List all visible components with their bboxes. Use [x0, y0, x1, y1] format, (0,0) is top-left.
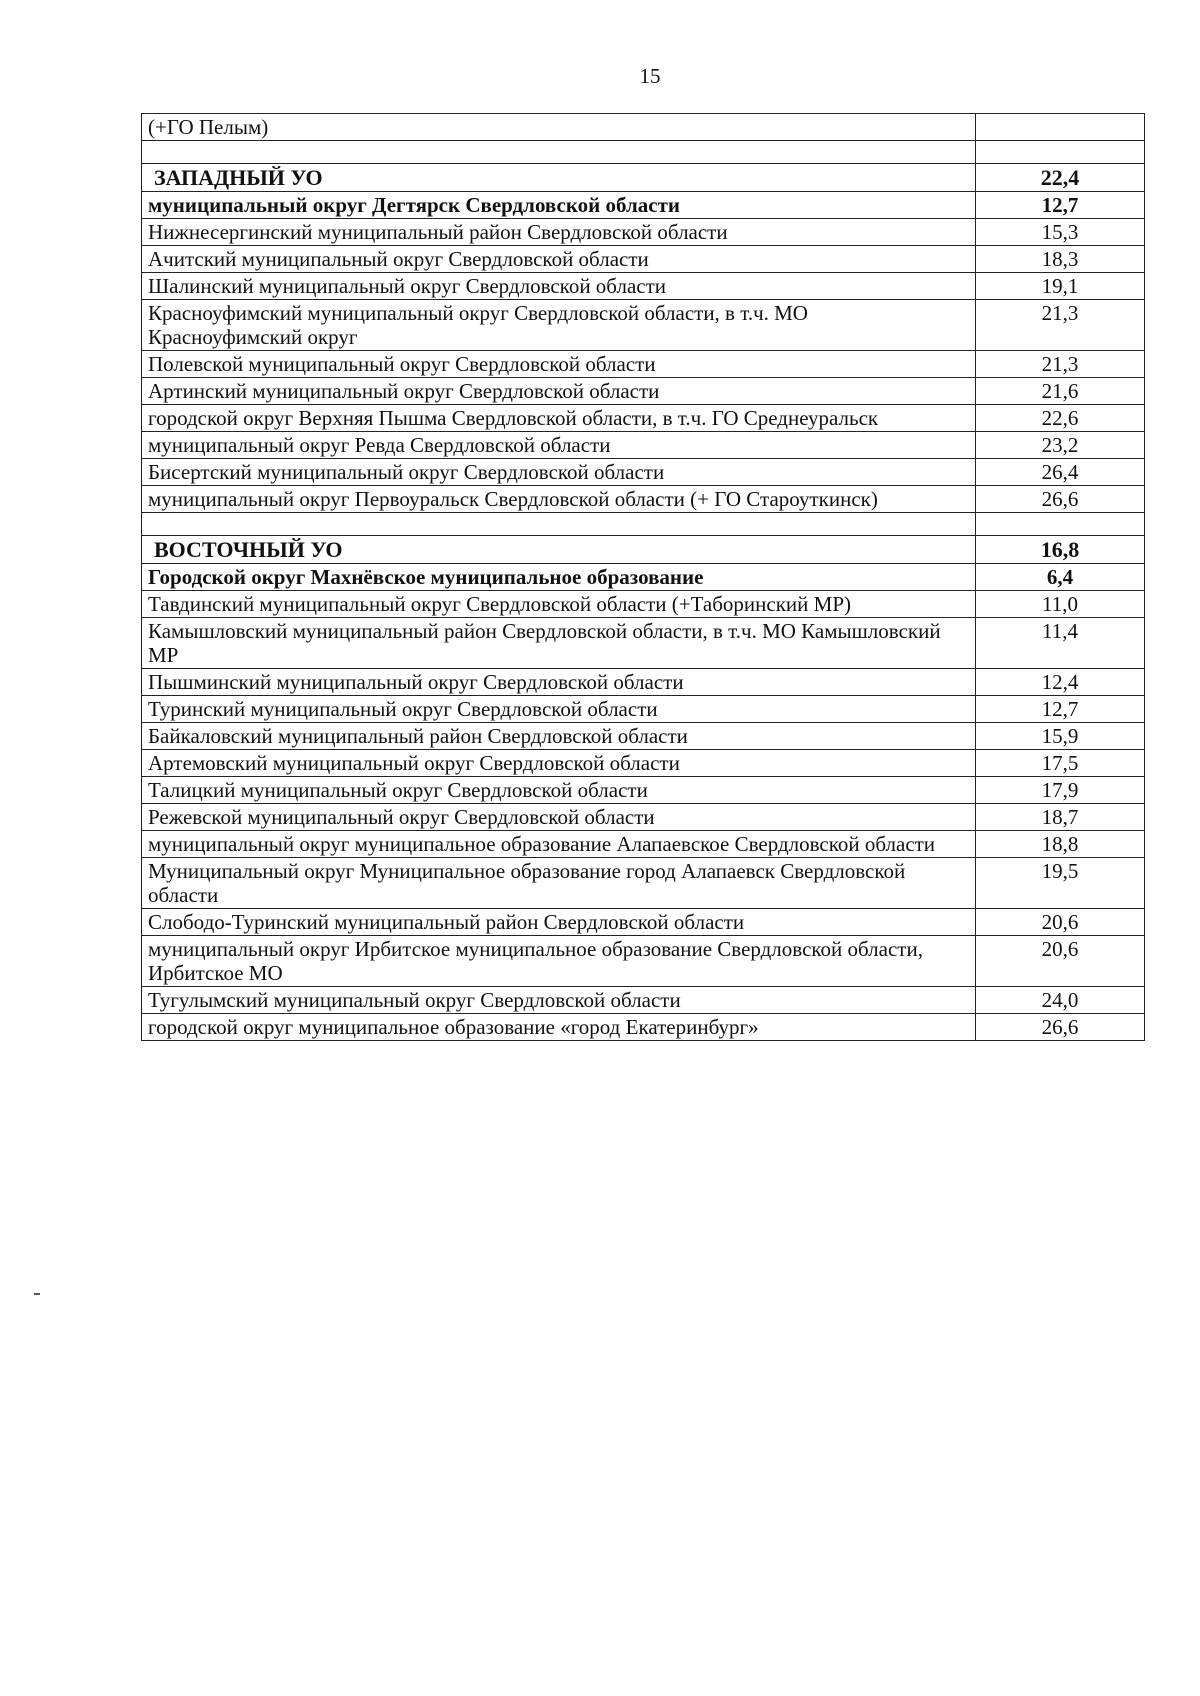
- table-row: [142, 405, 1145, 432]
- row-value-cell: 17,5: [976, 750, 1145, 777]
- table-row: [142, 669, 1145, 696]
- row-value-cell: 26,6: [976, 1014, 1145, 1041]
- table-row: [142, 831, 1145, 858]
- row-value-cell: 21,6: [976, 378, 1145, 405]
- row-name-cell: Туринский муниципальный округ Свердловской области: [142, 696, 976, 723]
- row-name-cell: муниципальный округ муниципальное образование Алапаевское Свердловской области: [142, 831, 976, 858]
- row-name-cell: Камышловский муниципальный район Свердловской области, в т.ч. МО Камышловский МР: [142, 618, 976, 669]
- table-row: [142, 858, 1145, 909]
- row-value-cell: 22,4: [976, 164, 1145, 192]
- row-name-cell: ВОСТОЧНЫЙ УО: [142, 536, 976, 564]
- row-name-cell: Талицкий муниципальный округ Свердловской области: [142, 777, 976, 804]
- row-value-cell: 19,1: [976, 273, 1145, 300]
- table-row: [142, 351, 1145, 378]
- row-name-cell: Бисертский муниципальный округ Свердловской области: [142, 459, 976, 486]
- row-value-cell: 12,7: [976, 192, 1145, 219]
- table-row: [142, 804, 1145, 831]
- row-value-cell: 12,7: [976, 696, 1145, 723]
- spacer-row: [142, 141, 1145, 164]
- row-value-cell: 18,3: [976, 246, 1145, 273]
- table-row: [142, 723, 1145, 750]
- row-value-cell: 11,0: [976, 591, 1145, 618]
- row-value-cell: 21,3: [976, 351, 1145, 378]
- row-value-cell: 23,2: [976, 432, 1145, 459]
- row-name-cell: Красноуфимский муниципальный округ Свердловской области, в т.ч. МО Красноуфимский округ: [142, 300, 976, 351]
- page-number: 15: [639, 64, 661, 88]
- table-row: [142, 192, 1145, 219]
- row-value-cell: 6,4: [976, 564, 1145, 591]
- row-value-cell: [976, 513, 1145, 536]
- row-name-cell: Пышминский муниципальный округ Свердловской области: [142, 669, 976, 696]
- table-row: [142, 564, 1145, 591]
- table-row: [142, 300, 1145, 351]
- row-name-cell: Тугулымский муниципальный округ Свердловской области: [142, 987, 976, 1014]
- row-name-cell: Слободо-Туринский муниципальный район Свердловской области: [142, 909, 976, 936]
- table-row: [142, 486, 1145, 513]
- table-body: [142, 114, 1145, 1041]
- data-table: [141, 113, 1145, 1041]
- row-name-cell: (+ГО Пелым): [142, 114, 976, 141]
- row-name-cell: Артинский муниципальный округ Свердловской области: [142, 378, 976, 405]
- row-value-cell: 22,6: [976, 405, 1145, 432]
- row-value-cell: 15,3: [976, 219, 1145, 246]
- row-name-cell: муниципальный округ Ирбитское муниципальное образование Свердловской области, Ирбитское МО: [142, 936, 976, 987]
- row-name-cell: Полевской муниципальный округ Свердловской области: [142, 351, 976, 378]
- row-value-cell: 19,5: [976, 858, 1145, 909]
- row-name-cell: муниципальный округ Ревда Свердловской области: [142, 432, 976, 459]
- table-row: [142, 936, 1145, 987]
- group-row: [142, 164, 1145, 192]
- row-value-cell: 12,4: [976, 669, 1145, 696]
- row-value-cell: [976, 114, 1145, 141]
- row-name-cell: ЗАПАДНЫЙ УО: [142, 164, 976, 192]
- table-row: [142, 114, 1145, 141]
- group-row: [142, 536, 1145, 564]
- row-value-cell: 20,6: [976, 936, 1145, 987]
- row-value-cell: 18,7: [976, 804, 1145, 831]
- table-row: [142, 273, 1145, 300]
- row-value-cell: 26,4: [976, 459, 1145, 486]
- table-row: [142, 459, 1145, 486]
- row-name-cell: городской округ Верхняя Пышма Свердловской области, в т.ч. ГО Среднеуральск: [142, 405, 976, 432]
- table-row: [142, 378, 1145, 405]
- row-value-cell: 24,0: [976, 987, 1145, 1014]
- table-row: [142, 777, 1145, 804]
- table-row: [142, 909, 1145, 936]
- row-value-cell: [976, 141, 1145, 164]
- table-row: [142, 219, 1145, 246]
- row-name-cell: городской округ муниципальное образование «город Екатеринбург»: [142, 1014, 976, 1041]
- row-value-cell: 17,9: [976, 777, 1145, 804]
- row-name-cell: [142, 513, 976, 536]
- row-value-cell: 11,4: [976, 618, 1145, 669]
- row-name-cell: муниципальный округ Первоуральск Свердловской области (+ ГО Староуткинск): [142, 486, 976, 513]
- spacer-row: [142, 513, 1145, 536]
- row-name-cell: Шалинский муниципальный округ Свердловской области: [142, 273, 976, 300]
- table-row: [142, 432, 1145, 459]
- table-row: [142, 696, 1145, 723]
- row-value-cell: 20,6: [976, 909, 1145, 936]
- row-name-cell: Нижнесергинский муниципальный район Свердловской области: [142, 219, 976, 246]
- margin-mark: [34, 1293, 40, 1295]
- row-value-cell: 16,8: [976, 536, 1145, 564]
- row-name-cell: [142, 141, 976, 164]
- row-name-cell: Артемовский муниципальный округ Свердловской области: [142, 750, 976, 777]
- table-row: [142, 618, 1145, 669]
- row-value-cell: 21,3: [976, 300, 1145, 351]
- row-name-cell: Тавдинский муниципальный округ Свердловской области (+Таборинский МР): [142, 591, 976, 618]
- table-row: [142, 246, 1145, 273]
- table-row: [142, 591, 1145, 618]
- row-name-cell: Ачитский муниципальный округ Свердловской области: [142, 246, 976, 273]
- row-name-cell: муниципальный округ Дегтярск Свердловской области: [142, 192, 976, 219]
- table-row: [142, 750, 1145, 777]
- row-value-cell: 18,8: [976, 831, 1145, 858]
- row-name-cell: Муниципальный округ Муниципальное образование город Алапаевск Свердловской области: [142, 858, 976, 909]
- row-name-cell: Городской округ Махнёвское муниципальное образование: [142, 564, 976, 591]
- row-value-cell: 15,9: [976, 723, 1145, 750]
- table-row: [142, 987, 1145, 1014]
- row-name-cell: Режевской муниципальный округ Свердловской области: [142, 804, 976, 831]
- table-row: [142, 1014, 1145, 1041]
- row-value-cell: 26,6: [976, 486, 1145, 513]
- row-name-cell: Байкаловский муниципальный район Свердловской области: [142, 723, 976, 750]
